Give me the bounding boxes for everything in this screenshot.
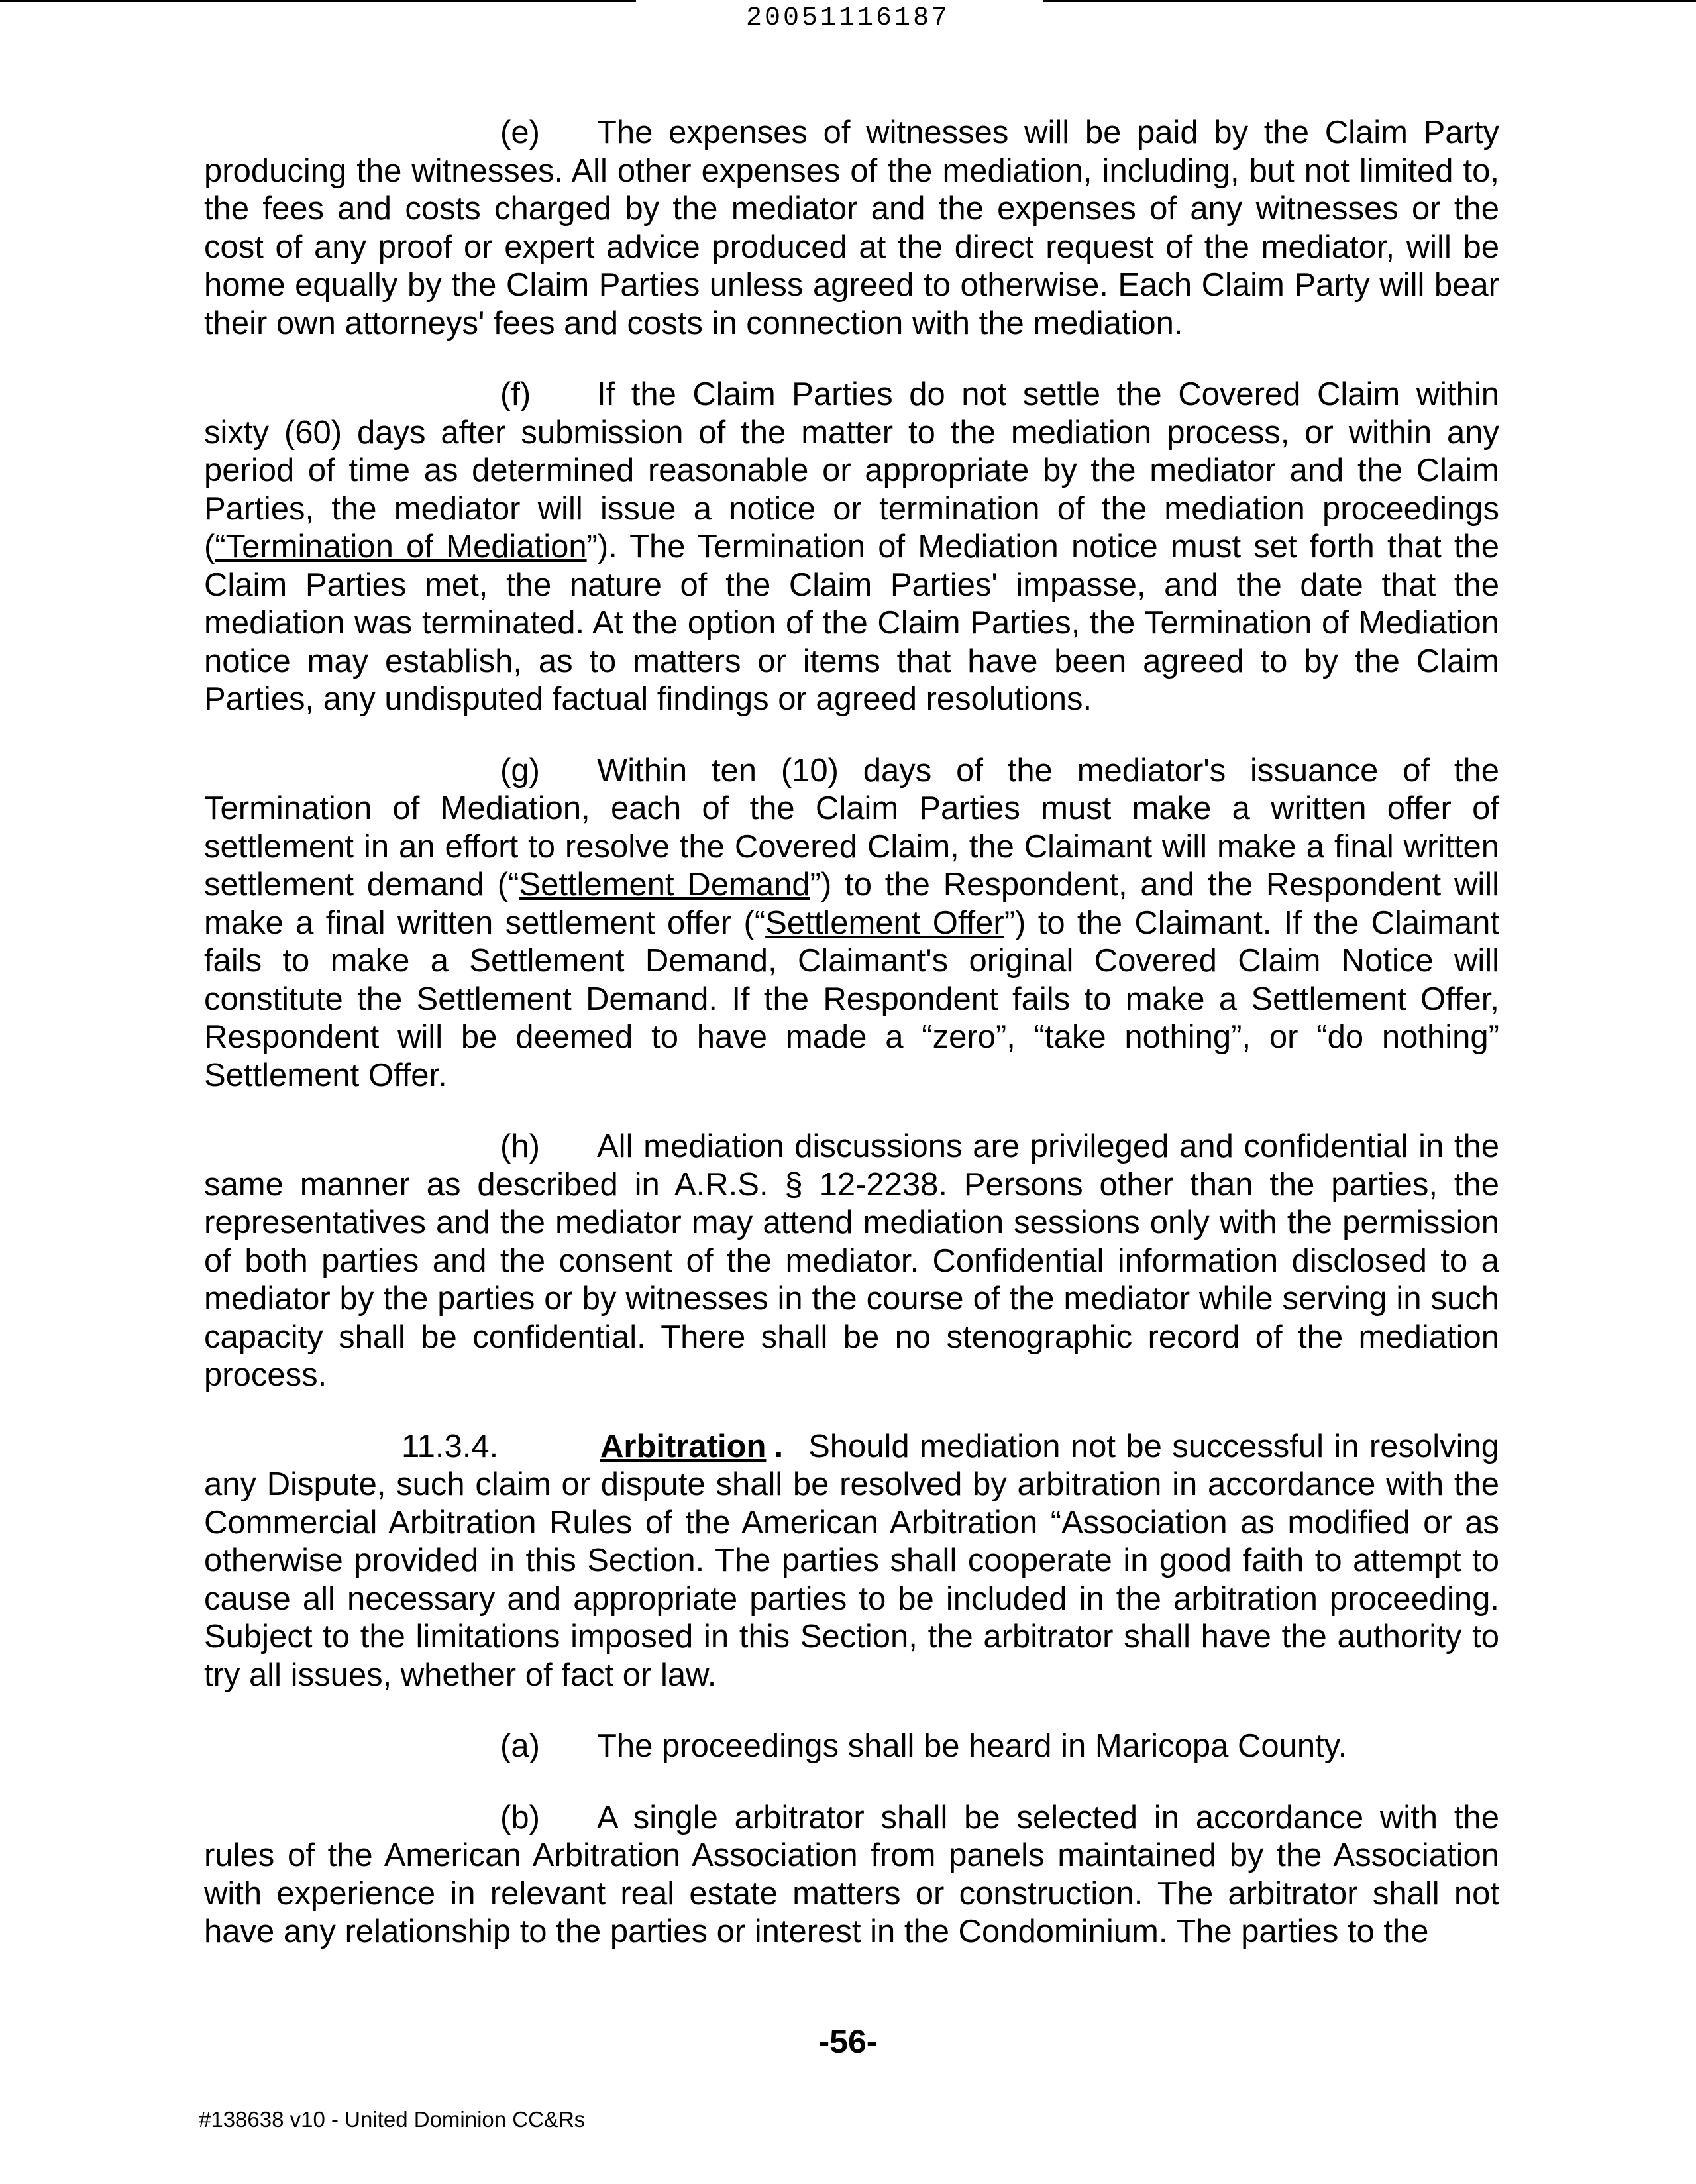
document-body [204,114,1499,1985]
paragraph-f-text-before: If the Claim Parties do not settle the Covered Claim within sixty (60) days after submission of the matter to the mediation process, or within any period of time as determined reasonable or appropriate by the mediator and the Claim Parties, the mediator will issue a notice or termination of the mediation proceedings ( [204,376,1499,565]
paragraph-h-label: (h) [500,1128,540,1164]
paragraph-b [204,1799,1499,1951]
paragraph-h-text: All mediation discussions are privileged and confidential in the same manner as described in A.R.S. § 12-2238. Persons other than the parties, the representatives and the mediator may attend mediation sessions only with the permission of both parties and the consent of the mediator. Confidential information disclosed to a mediator by the parties or by witnesses in the course of the mediator while serving in such capacity shall be confidential. There shall be no stenographic record of the mediation process. [204,1128,1499,1393]
paragraph-e [204,114,1499,343]
paragraph-a-text: The proceedings shall be heard in Maricopa County. [597,1728,1348,1764]
document-number: 20051116187 [745,3,951,33]
paragraph-h [204,1128,1499,1395]
paragraph-e-label: (e) [500,115,540,150]
page-number: -56- [818,2023,878,2060]
section-heading: Arbitration [600,1428,767,1464]
paragraph-g-text-1: Within ten (10) days of the mediator's issuance of the Termination of Mediation, each of the Claim Parties must make a written offer of settlement in an effort to resolve the Covered Claim, the Claimant will make a final written settlement demand (“ [204,752,1499,902]
paragraph-g-text-3: ”) to the Claimant. If the Claimant fails to make a Settlement Demand, Claimant's original Covered Claim Notice will constitute the Settlement Demand. If the Respondent fails to make a Settlement Offer, Respondent will be deemed to have made a “zero”, “take nothing”, or “do nothing” Settlement Offer. [204,904,1499,1093]
document-reference: #138638 v10 - United Dominion CC&Rs [199,2107,586,2132]
defined-term-settlement-offer: Settlement Offer [765,904,1004,941]
section-number: 11.3.4. [401,1428,499,1464]
paragraph-b-label: (b) [500,1799,540,1835]
defined-term-termination-of-mediation: “Termination of Mediation [215,529,587,565]
section-heading-punct: . [774,1428,784,1464]
section-arbitration [204,1428,1499,1695]
paragraph-e-text: The expenses of witnesses will be paid by the Claim Party producing the witnesses. All other expenses of the mediation, including, but not limited to, the fees and costs charged by the mediator and the expenses of any witnesses or the cost of any proof or expert advice produced at the direct request of the mediator, will be home equally by the Claim Parties unless agreed to otherwise. Each Claim Party will bear their own attorneys' fees and costs in connection with the mediation. [204,115,1499,341]
paragraph-g-label: (g) [500,752,540,789]
paragraph-g [204,752,1499,1095]
defined-term-settlement-demand: Settlement Demand [519,867,810,902]
paragraph-f-label: (f) [500,376,531,412]
paragraph-a [204,1727,1499,1766]
paragraph-g-text-2: ”) to the Respondent, and the Respondent will make a final written settlement offer (“ [204,867,1499,941]
paragraph-a-label: (a) [500,1728,540,1764]
paragraph-f-text-after: ”). The Termination of Mediation notice must set forth that the Claim Parties met, the nature of the Claim Parties' impasse, and the date that the mediation was terminated. At the option of the Claim Parties, the Termination of Mediation notice may establish, as to matters or items that have been agreed to by the Claim Parties, any undisputed factual findings or agreed resolutions. [204,529,1499,717]
paragraph-f [204,376,1499,719]
section-arbitration-text: Should mediation not be successful in resolving any Dispute, such claim or dispute shall be resolved by arbitration in accordance with the Commercial Arbitration Rules of the American Arbitration “Association as modified or as otherwise provided in this Section. The parties shall cooperate in good faith to attempt to cause all necessary and appropriate parties to be included in the arbitration proceeding. Subject to the limitations imposed in this Section, the arbitrator shall have the authority to try all issues, whether of fact or law. [204,1428,1499,1693]
paragraph-b-text: A single arbitrator shall be selected in accordance with the rules of the American Arbitration Association from panels maintained by the Association with experience in relevant real estate matters or construction. The arbitrator shall not have any relationship to the parties or interest in the Condominium. The parties to the [204,1799,1499,1949]
